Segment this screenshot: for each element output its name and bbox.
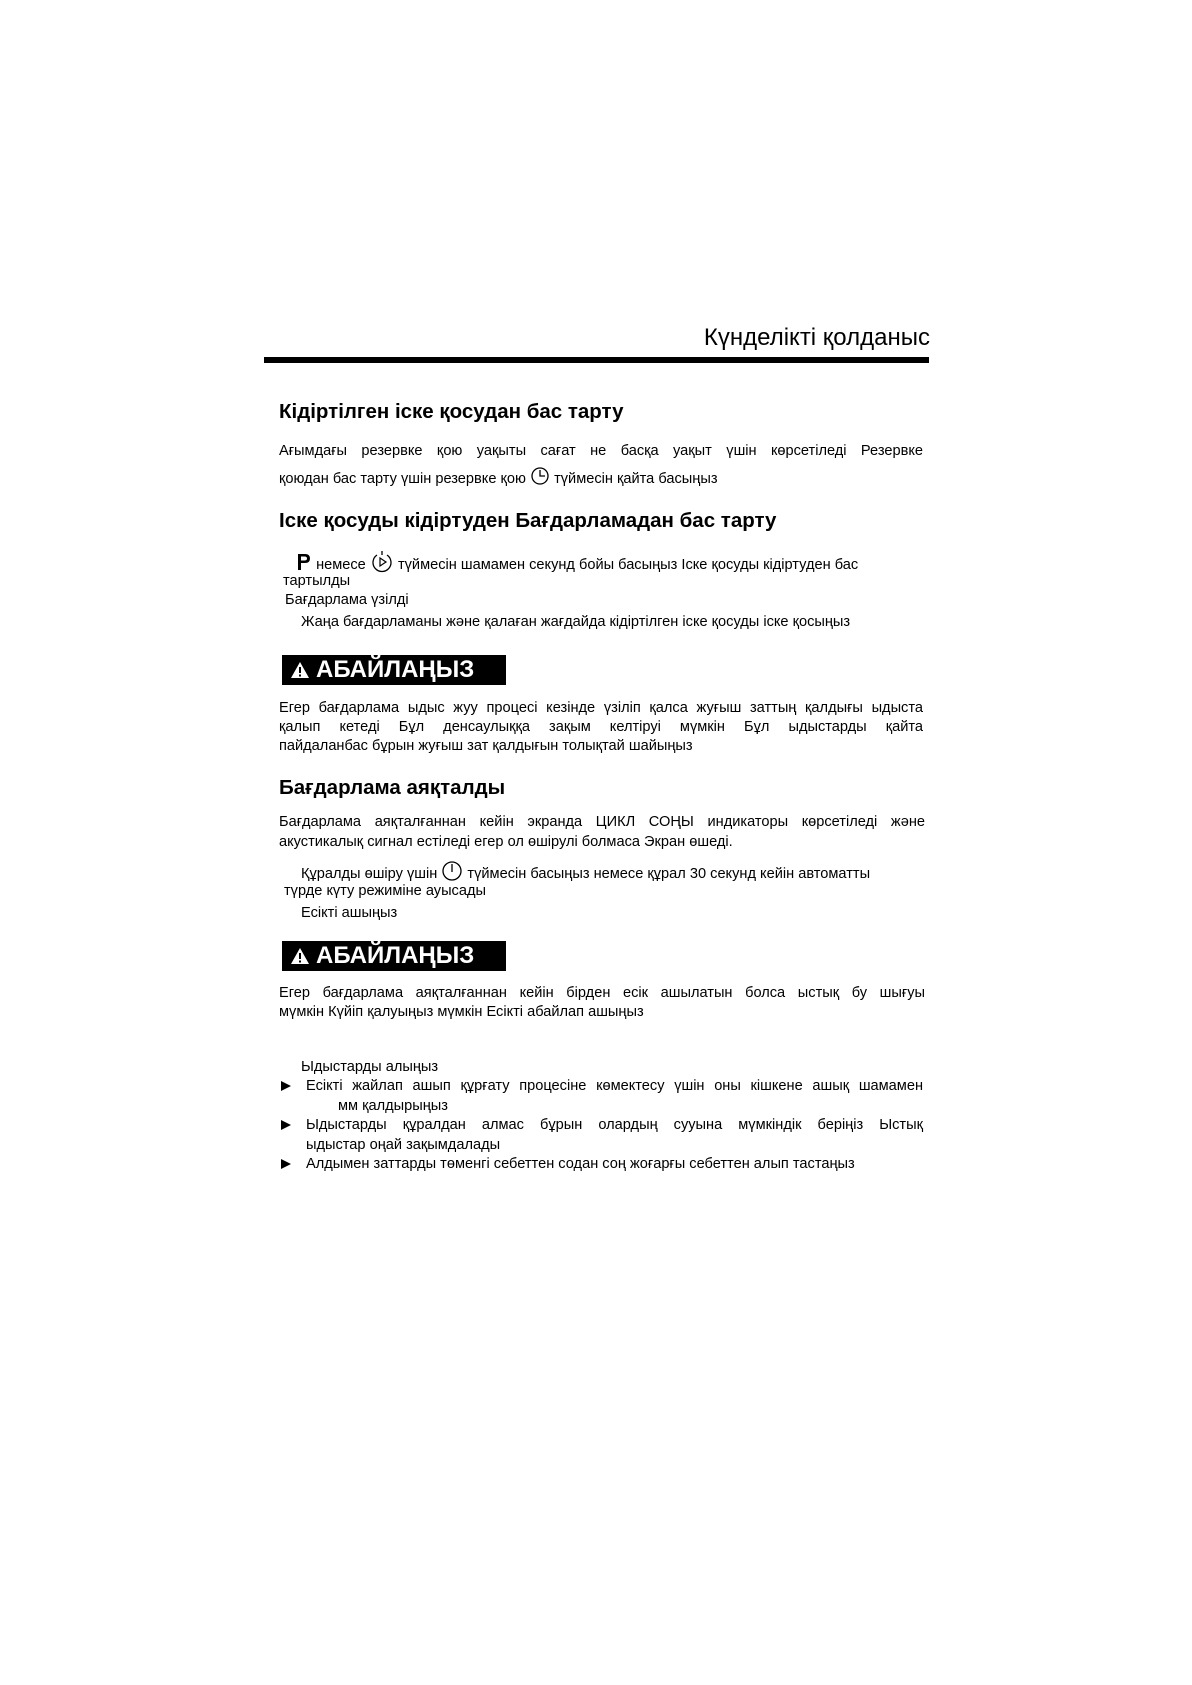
cancel-program-line1 [296, 550, 858, 580]
warning-banner-1 [282, 655, 506, 685]
bullet-triangle-icon [280, 1119, 292, 1134]
program-finished-line1: Бағдарлама аяқталғаннан кейін экранда ЦИКЛ СОҢЫ индикаторы көрсетіледі және [279, 814, 925, 830]
warning-banner-2 [282, 941, 506, 971]
heading-cancel-delay: Кідіртілген іске қосудан бас тарту [279, 400, 624, 423]
warning-label-1: АБАЙЛАҢЫЗ [316, 656, 475, 683]
warning-triangle-icon [290, 661, 310, 679]
warning-triangle-icon [290, 947, 310, 965]
warning-label-2: АБАЙЛАҢЫЗ [316, 942, 475, 969]
cancel-delay-line2 [279, 466, 718, 492]
unload-bullet1-line1: Есікті жайлап ашып құрғату процесіне көмектесу үшін оны кішкене ашық шамамен [306, 1078, 923, 1094]
cancel-delay-line1: Ағымдағы резервке қою уақыты сағат не басқа уақыт үшін көрсетіледі Резервке [279, 443, 923, 459]
cancel-program-line1-b: түймесін шамамен секунд бойы басыңыз Іске қосуды кідіртуден бас [397, 556, 859, 573]
heading-program-finished: Бағдарлама аяқталды [279, 776, 506, 799]
cancel-program-line1-a: немесе [316, 556, 366, 573]
warning1-line1: Егер бағдарлама ыдыс жуу процесі кезінде үзіліп қалса жуғыш заттың қалдығы ыдыста [279, 700, 923, 716]
start-pause-icon [370, 550, 394, 580]
bullet-triangle-icon [280, 1158, 292, 1173]
cancel-program-line3: Бағдарлама үзілді [285, 592, 409, 608]
unload-bullet1-line2: мм қалдырыңыз [338, 1098, 448, 1114]
cancel-program-line2: тартылды [283, 573, 351, 589]
cancel-delay-line2-b: түймесін қайта басыңыз [554, 470, 718, 487]
unload-bullet3-line1: Алдымен заттарды төменгі себеттен содан соң жоғарғы себеттен алып тастаңыз [306, 1156, 855, 1172]
heading-cancel-program: Іске қосуды кідіртуден Бағдарламадан бас тарту [279, 509, 777, 532]
page-header-title: Күнделікті қолданыс [703, 324, 930, 351]
cancel-delay-line2-a: қоюдан бас тарту үшін резервке қою [279, 470, 526, 487]
unload-bullet2-line1: Ыдыстарды құралдан алмас бұрын олардың сууына мүмкіндік беріңіз Ыстық [306, 1117, 923, 1133]
program-finished-line4: түрде күту режиміне ауысады [284, 883, 486, 899]
cancel-program-line4: Жаңа бағдарламаны және қалаған жағдайда кідіртілген іске қосуды іске қосыңыз [301, 614, 851, 630]
warning1-line3: пайдаланбас бұрын жуғыш зат қалдығын толықтай шайыңыз [279, 738, 693, 754]
program-finished-line3-b: түймесін басыңыз немесе құрал 30 секунд кейін автоматты [467, 865, 871, 882]
unload-bullet2-line2: ыдыстар оңай зақымдалады [306, 1137, 501, 1153]
program-finished-line3-a: Құралды өшіру үшін [301, 865, 438, 882]
warning2-line2: мүмкін Күйіп қалуыңыз мүмкін Есікті абайлап ашыңыз [279, 1004, 644, 1020]
warning2-line1: Егер бағдарлама аяқталғаннан кейін бірден есік ашылатын болса ыстық бу шығуы [279, 985, 925, 1001]
bullet-triangle-icon [280, 1080, 292, 1095]
unload-heading: Ыдыстарды алыңыз [301, 1059, 439, 1075]
clock-icon [530, 466, 550, 492]
program-finished-line5: Есікті ашыңыз [301, 905, 398, 921]
warning1-line2: қалып кетеді Бұл денсаулыққа зақым келтіруі мүмкін Бұл ыдыстарды қайта [279, 719, 923, 735]
program-finished-line2: акустикалық сигнал естіледі егер ол өшірулі болмаса Экран өшеді. [279, 834, 733, 850]
header-rule [264, 357, 929, 363]
